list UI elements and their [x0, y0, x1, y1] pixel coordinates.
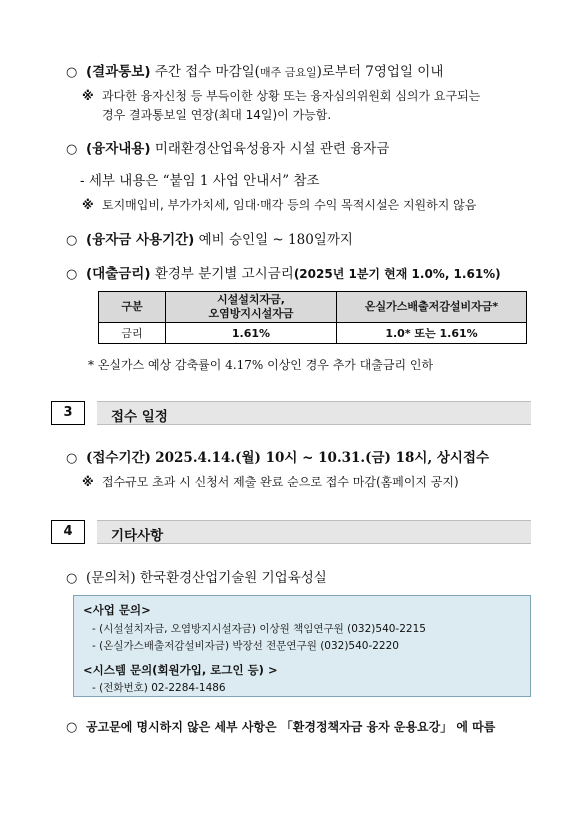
table-row — [99, 323, 527, 344]
result-notice-label: (결과통보) — [86, 64, 151, 80]
bullet-circle-icon: ○ — [66, 267, 78, 282]
header-line: 시설설치자금, 오염방지시설자금 — [208, 293, 294, 320]
loan-content-text: 미래환경산업육성융자 시설 관련 융자금 — [154, 141, 390, 157]
system-contact-line: - (전화번호) 02-2284-1486 — [92, 682, 226, 694]
loan-period-text: 예비 승인일 ~ 180일까지 — [198, 232, 353, 248]
table-cell: 금리 — [99, 323, 166, 344]
bullet-circle-icon: ○ — [66, 65, 78, 80]
bullet-circle-icon: ○ — [66, 142, 78, 157]
result-notice-text-a: 주간 접수 마감일( — [154, 64, 260, 80]
table-header-cell: 온실가스배출저감설비자금* — [337, 292, 527, 323]
bullet-circle-icon: ○ — [66, 233, 78, 248]
table-header-cell: 구분 — [99, 292, 166, 323]
application-period-label-text: (접수기간) — [86, 450, 151, 466]
application-period-label — [86, 450, 151, 466]
bullet-circle-icon: ○ — [66, 720, 78, 735]
reference-mark-icon: ※ — [82, 475, 94, 489]
loan-period-line — [66, 228, 353, 248]
loan-content-line — [66, 137, 389, 157]
interest-line — [66, 262, 501, 282]
business-inquiry-title: <사업 문의> — [83, 603, 151, 617]
section-number: 3 — [51, 401, 85, 425]
result-notice-text-b: )로부터 7영업일 이내 — [316, 64, 444, 80]
inquiry-line — [66, 566, 327, 586]
section-title: 기타사항 — [111, 528, 164, 544]
loan-content-note-text: 토지매입비, 부가가치세, 임대·매각 등의 수익 목적시설은 지원하지 않음 — [102, 198, 477, 212]
application-period-note-text: 접수규모 초과 시 신청서 제출 완료 순으로 접수 마감(홈페이지 공지) — [102, 475, 459, 489]
section-4-header — [51, 520, 531, 544]
application-period-text: 2025.4.14.(월) 10시 ~ 10.31.(금) 18시, 상시접수 — [155, 450, 490, 466]
section-3-header — [51, 401, 531, 425]
reference-mark-icon: ※ — [82, 198, 94, 212]
interest-footnote: * 온실가스 예상 감축률이 4.17% 이상인 경우 추가 대출금리 인하 — [88, 358, 434, 372]
table-cell: 1.61% — [166, 323, 337, 344]
result-notice-text-small: 매주 금요일 — [259, 66, 317, 79]
reference-mark-icon: ※ — [82, 89, 94, 103]
closing-text: 공고문에 명시하지 않은 세부 사항은 「환경정책자금 융자 운용요강」 에 따름 — [86, 720, 496, 734]
interest-text-small: (2025년 1분기 현재 1.0%, 1.61%) — [293, 267, 501, 281]
interest-label: (대출금리) — [86, 266, 151, 282]
loan-content-detail: - 세부 내용은 “붙임 1 사업 안내서” 참조 — [80, 173, 320, 189]
interest-rate-table — [98, 291, 527, 344]
result-notice-line — [66, 60, 443, 80]
bullet-circle-icon: ○ — [66, 571, 78, 586]
result-notice-note — [82, 87, 480, 104]
contact-info-box — [73, 595, 531, 697]
table-header-row — [99, 292, 527, 323]
application-period-note — [82, 473, 459, 490]
result-notice-note-line2: 경우 결과통보일 연장(최대 14일)이 가능함. — [102, 108, 332, 122]
result-notice-note-line1: 과다한 융자신청 등 부득이한 상황 또는 융자심의위원회 심의가 요구되는 — [102, 89, 481, 103]
business-contact-line: - (시설설치자금, 오염방지시설자금) 이상원 책임연구원 (032)540-2215 — [92, 623, 426, 635]
interest-text: 환경부 분기별 고시금리 — [154, 266, 294, 282]
closing-line — [66, 718, 495, 735]
application-period-line — [66, 446, 489, 466]
section-title: 접수 일정 — [111, 409, 168, 425]
table-cell: 1.0* 또는 1.61% — [337, 323, 527, 344]
loan-content-note — [82, 196, 476, 213]
system-inquiry-title: <시스템 문의(회원가입, 로그인 등) > — [83, 663, 278, 677]
loan-content-label: (융자내용) — [86, 141, 151, 157]
bullet-circle-icon: ○ — [66, 451, 78, 466]
business-contact-line: - (온실가스배출저감설비자금) 박장선 전문연구원 (032)540-2220 — [92, 640, 399, 652]
table-header-cell — [166, 292, 337, 323]
inquiry-text: 한국환경산업기술원 기업육성실 — [139, 570, 327, 586]
inquiry-label: (문의처) — [86, 570, 136, 586]
section-number: 4 — [51, 520, 85, 544]
loan-period-label: (융자금 사용기간) — [86, 232, 195, 248]
